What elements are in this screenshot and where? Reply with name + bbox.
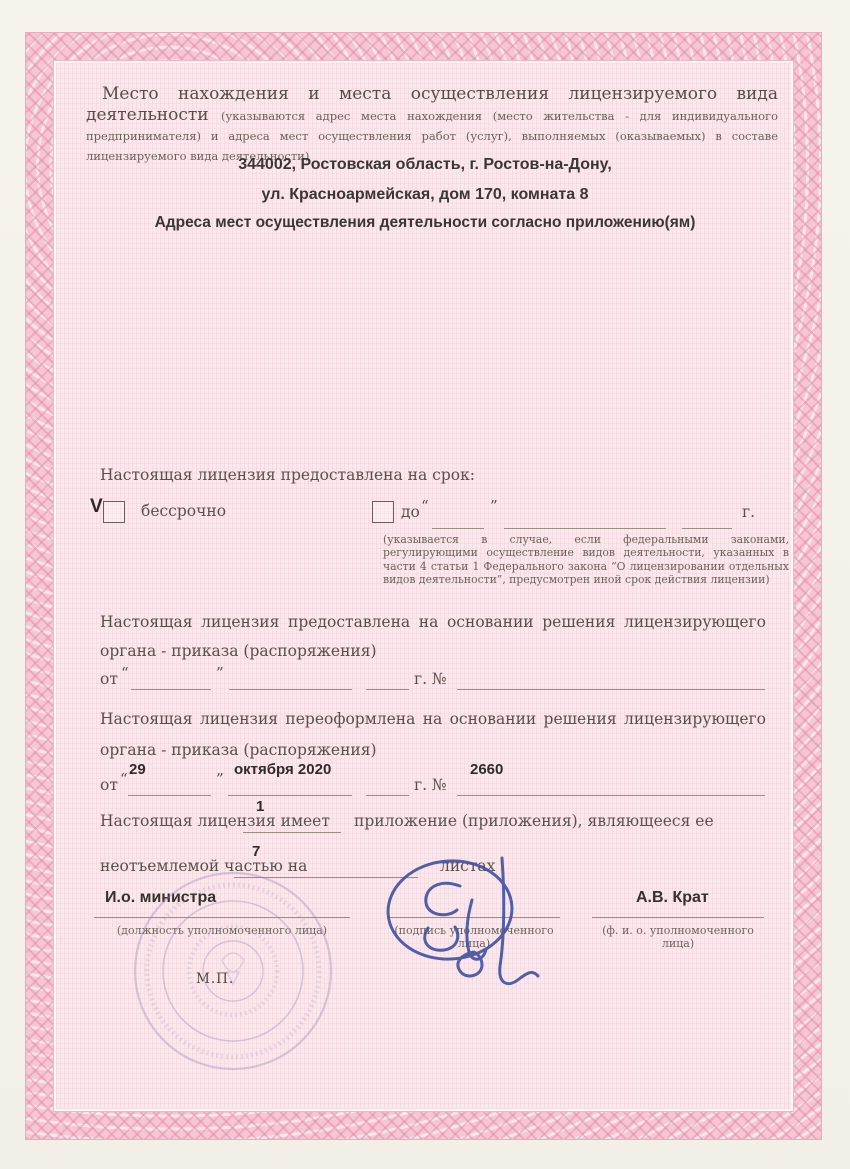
reissued-day-line bbox=[128, 773, 211, 796]
reissued-from-label: от bbox=[100, 776, 118, 794]
annex-sheets-value: 7 bbox=[252, 843, 261, 860]
until-month-line bbox=[504, 506, 666, 529]
term-note: (указывается в случае, если федеральными законами, регулирующими осуществление видов деятельности, указанных в части 4 статьи 1 Федерального закона “О лицензировании отдельных видов деятельности”, предусмотрен иной срок действия лицензии) bbox=[383, 533, 789, 586]
perpetual-checkmark: V bbox=[90, 496, 103, 517]
annex-text-3: неотъемлемой частью на bbox=[100, 857, 308, 875]
annex-text-1: Настоящая лицензия имеет bbox=[100, 812, 330, 830]
reissued-day-value: 29 bbox=[129, 761, 146, 778]
reissued-number-value: 2660 bbox=[470, 761, 504, 778]
until-year-line bbox=[682, 506, 732, 529]
reissued-quote-close: ” bbox=[216, 770, 224, 788]
reissued-month-value: октября 2020 bbox=[234, 761, 332, 778]
granted-number-line bbox=[457, 667, 765, 690]
until-year-label: г. bbox=[742, 503, 756, 521]
signer-position: И.о. министра bbox=[105, 889, 217, 906]
granted-year-line bbox=[366, 667, 409, 690]
until-quote-open: “ bbox=[421, 497, 429, 515]
granted-number-label: г. № bbox=[414, 670, 447, 688]
granted-month-line bbox=[229, 667, 352, 690]
granted-text: Настоящая лицензия предоставлена на основании решения лицензирующего органа - приказа (распоряжения) bbox=[100, 613, 766, 660]
position-caption: (должность уполномоченного лица) bbox=[116, 924, 328, 937]
location-intro-lead: Место нахождения и места осуществления лицензируемого вида деятельности bbox=[86, 84, 778, 125]
until-day-line bbox=[432, 506, 484, 529]
annex-text-4: листах bbox=[440, 857, 496, 875]
until-quote-close: ” bbox=[490, 497, 498, 515]
until-label: до bbox=[401, 503, 420, 521]
term-heading: Настоящая лицензия предоставлена на срок: bbox=[100, 466, 476, 484]
reissued-month-line bbox=[228, 773, 352, 796]
address-line-3: Адреса мест осуществления деятельности согласно приложению(ям) bbox=[154, 214, 696, 231]
location-intro-note: (указываются адрес места нахождения (место жительства - для индивидуального предпринимателя) и адреса мест осуществления работ (услуг), выполняемых (оказываемых) в составе лицензируемого вида деятельности) bbox=[86, 108, 778, 163]
reissued-quote-open: “ bbox=[120, 770, 128, 788]
reissued-year-line bbox=[366, 773, 409, 796]
perpetual-checkbox[interactable] bbox=[103, 501, 125, 523]
reissued-number-label: г. № bbox=[414, 776, 447, 794]
signer-name: А.В. Крат bbox=[636, 889, 709, 906]
until-checkbox[interactable] bbox=[372, 501, 394, 523]
granted-quote-close: ” bbox=[216, 664, 224, 682]
address-line-2: ул. Красноармейская, дом 170, комната 8 bbox=[261, 186, 589, 203]
signature-ink bbox=[362, 850, 574, 1022]
annex-count-line bbox=[243, 810, 341, 833]
reissued-number-line bbox=[457, 773, 765, 796]
granted-day-line bbox=[131, 667, 211, 690]
granted-from-label: от bbox=[100, 670, 118, 688]
granted-quote-open: “ bbox=[121, 664, 129, 682]
address-line-1: 344002, Ростовская область, г. Ростов-на-Дону, bbox=[238, 156, 612, 173]
name-caption: (ф. и. о. уполномоченного лица) bbox=[602, 924, 754, 950]
seal-place-label: М.П. bbox=[196, 971, 235, 987]
location-intro bbox=[86, 84, 778, 165]
reissued-text: Настоящая лицензия переоформлена на основании решения лицензирующего органа - приказа (распоряжения) bbox=[100, 710, 766, 759]
annex-text-2: приложение (приложения), являющееся ее bbox=[354, 812, 714, 830]
perpetual-label: бессрочно bbox=[141, 502, 227, 520]
name-line bbox=[592, 895, 764, 918]
sign-caption: (подпись уполномоченного лица) bbox=[394, 924, 554, 950]
annex-count-value: 1 bbox=[256, 798, 265, 815]
